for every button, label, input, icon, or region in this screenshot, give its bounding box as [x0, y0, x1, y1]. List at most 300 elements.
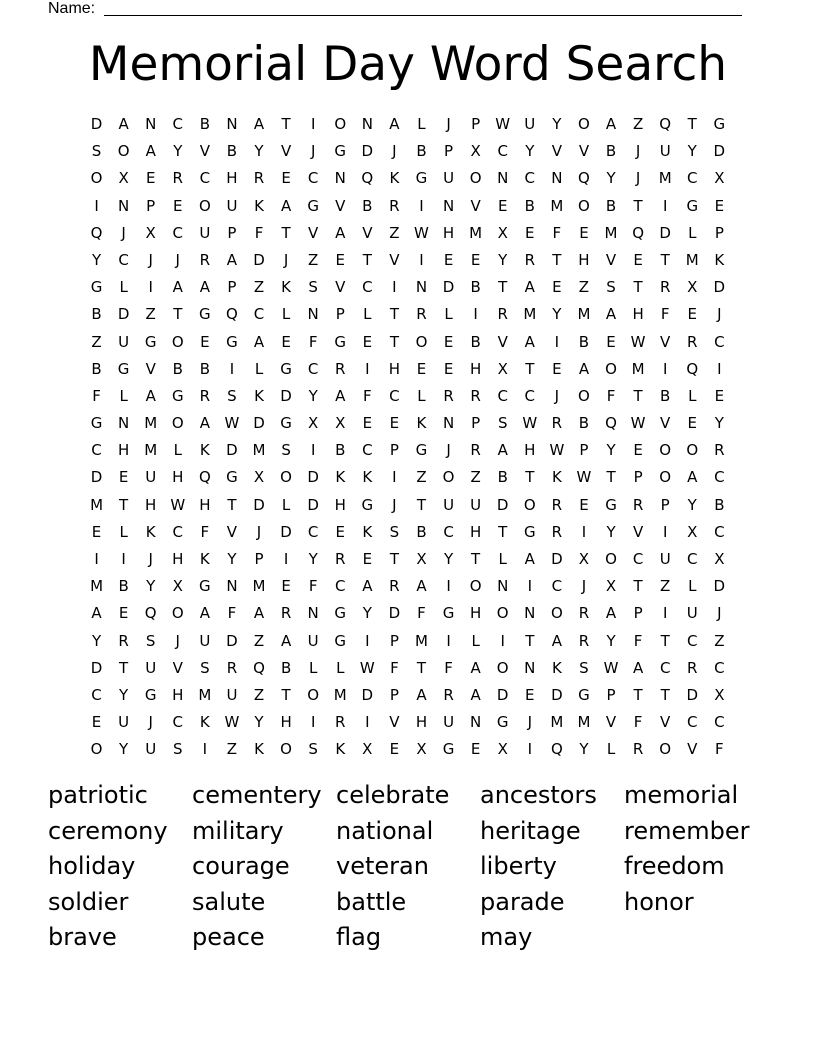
grid-letter[interactable]: E [91, 522, 102, 541]
grid-letter[interactable]: W [359, 658, 375, 677]
grid-letter[interactable]: R [335, 550, 346, 568]
grid-letter[interactable]: D [659, 223, 671, 242]
grid-letter[interactable]: B [172, 359, 183, 378]
grid-letter[interactable]: R [416, 305, 427, 324]
grid-letter[interactable]: D [117, 305, 130, 324]
grid-letter[interactable]: A [280, 196, 292, 215]
grid-letter[interactable]: V [632, 522, 644, 541]
grid-letter[interactable]: N [118, 196, 130, 215]
grid-letter[interactable]: H [117, 441, 130, 460]
grid-letter[interactable]: F [444, 658, 453, 677]
grid-letter[interactable]: D [253, 250, 265, 269]
grid-letter[interactable]: I [202, 740, 208, 759]
grid-letter[interactable]: Y [91, 250, 102, 269]
grid-letter[interactable]: O [442, 468, 455, 487]
grid-letter[interactable]: E [91, 713, 102, 732]
grid-letter[interactable]: R [199, 250, 211, 269]
grid-letter[interactable]: C [687, 550, 698, 568]
grid-letter[interactable]: V [308, 223, 319, 242]
grid-letter[interactable]: R [470, 386, 481, 405]
grid-letter[interactable]: I [527, 577, 532, 596]
grid-letter[interactable]: K [254, 740, 264, 759]
grid-letter[interactable]: M [631, 359, 645, 378]
grid-letter[interactable]: T [173, 305, 183, 324]
grid-letter[interactable]: B [91, 359, 102, 378]
grid-letter[interactable]: I [365, 713, 370, 732]
grid-letter[interactable]: O [469, 577, 482, 596]
grid-letter[interactable]: A [578, 359, 590, 378]
grid-letter[interactable]: Z [145, 305, 156, 324]
grid-letter[interactable]: V [199, 142, 210, 161]
grid-letter[interactable]: J [175, 250, 180, 269]
grid-letter[interactable]: A [118, 115, 129, 133]
grid-letter[interactable]: R [199, 386, 211, 405]
grid-letter[interactable]: O [550, 604, 563, 623]
grid-letter[interactable]: K [389, 169, 400, 188]
grid-letter[interactable]: H [524, 441, 536, 460]
grid-letter[interactable]: D [713, 142, 726, 161]
grid-letter[interactable]: E [362, 414, 373, 433]
grid-letter[interactable]: X [172, 577, 183, 596]
grid-letter[interactable]: D [713, 577, 726, 596]
grid-letter[interactable]: C [714, 332, 725, 351]
grid-letter[interactable]: N [551, 169, 563, 188]
grid-letter[interactable]: I [662, 196, 668, 215]
grid-letter[interactable]: W [224, 414, 240, 433]
grid-letter[interactable]: A [497, 441, 508, 460]
grid-letter[interactable]: P [471, 115, 481, 133]
grid-letter[interactable]: R [389, 577, 400, 596]
grid-letter[interactable]: P [389, 685, 399, 704]
grid-letter[interactable]: K [551, 468, 562, 487]
grid-letter[interactable]: B [416, 142, 427, 161]
grid-letter[interactable]: C [497, 386, 508, 405]
grid-letter[interactable]: R [551, 414, 563, 433]
grid-letter[interactable]: X [497, 223, 508, 242]
grid-letter[interactable]: A [605, 305, 617, 324]
grid-letter[interactable]: T [281, 115, 291, 133]
grid-letter[interactable]: F [715, 740, 724, 759]
grid-letter[interactable]: T [525, 359, 535, 378]
grid-letter[interactable]: P [254, 550, 264, 568]
grid-letter[interactable]: B [335, 441, 346, 460]
grid-letter[interactable]: G [334, 631, 347, 650]
grid-letter[interactable]: H [280, 713, 292, 732]
grid-letter[interactable]: U [226, 196, 238, 215]
grid-letter[interactable]: E [335, 250, 345, 269]
grid-letter[interactable]: M [333, 685, 347, 704]
grid-letter[interactable]: E [633, 441, 643, 460]
grid-letter[interactable]: V [362, 223, 373, 242]
grid-letter[interactable]: D [686, 685, 699, 704]
grid-letter[interactable]: G [144, 332, 157, 351]
grid-letter[interactable]: B [199, 359, 210, 378]
grid-letter[interactable]: O [578, 115, 590, 133]
grid-letter[interactable]: K [199, 441, 210, 460]
grid-letter[interactable]: O [496, 604, 509, 623]
grid-letter[interactable]: Y [173, 142, 183, 161]
grid-letter[interactable]: Y [91, 631, 102, 650]
grid-letter[interactable]: X [416, 740, 427, 759]
grid-letter[interactable]: R [335, 713, 346, 732]
grid-letter[interactable]: G [334, 604, 347, 623]
grid-letter[interactable]: G [171, 386, 184, 405]
grid-letter[interactable]: C [307, 169, 319, 188]
grid-letter[interactable]: W [630, 332, 646, 351]
grid-letter[interactable]: I [419, 250, 424, 269]
grid-letter[interactable]: U [443, 169, 455, 188]
grid-letter[interactable]: D [361, 685, 374, 704]
grid-letter[interactable]: I [662, 522, 668, 541]
grid-letter[interactable]: S [579, 658, 589, 677]
grid-letter[interactable]: K [145, 522, 156, 541]
grid-letter[interactable]: X [335, 414, 346, 433]
grid-letter[interactable]: U [118, 332, 130, 351]
grid-letter[interactable]: U [145, 658, 157, 677]
grid-letter[interactable]: L [119, 522, 128, 541]
grid-letter[interactable]: I [473, 305, 478, 324]
grid-letter[interactable]: E [497, 196, 508, 215]
grid-letter[interactable]: P [146, 196, 156, 215]
grid-letter[interactable]: B [470, 278, 481, 297]
grid-letter[interactable]: W [414, 223, 429, 242]
grid-letter[interactable]: E [362, 332, 373, 351]
grid-letter[interactable]: V [660, 414, 671, 433]
grid-letter[interactable]: O [90, 169, 103, 188]
grid-letter[interactable]: F [390, 658, 399, 677]
grid-letter[interactable]: U [524, 115, 536, 133]
grid-letter[interactable]: T [498, 522, 508, 541]
grid-letter[interactable]: W [549, 441, 565, 460]
grid-letter[interactable]: A [280, 631, 292, 650]
grid-letter[interactable]: N [307, 305, 319, 324]
grid-letter[interactable]: I [581, 522, 587, 541]
grid-letter[interactable]: D [90, 468, 103, 487]
grid-letter[interactable]: X [145, 223, 156, 242]
grid-letter[interactable]: L [254, 359, 264, 378]
grid-letter[interactable]: E [173, 196, 183, 215]
grid-letter[interactable]: Z [253, 631, 265, 650]
grid-letter[interactable]: T [660, 685, 670, 704]
grid-letter[interactable]: H [442, 223, 455, 242]
grid-letter[interactable]: A [687, 468, 698, 487]
grid-letter[interactable]: G [226, 468, 238, 487]
grid-letter[interactable]: T [227, 495, 237, 514]
grid-letter[interactable]: J [446, 115, 451, 133]
grid-letter[interactable]: H [172, 468, 184, 487]
grid-letter[interactable]: V [605, 250, 617, 269]
grid-letter[interactable]: K [416, 414, 427, 433]
grid-letter[interactable]: I [392, 278, 397, 297]
grid-letter[interactable]: B [362, 196, 373, 215]
grid-letter[interactable]: K [362, 522, 373, 541]
grid-letter[interactable]: B [497, 468, 508, 487]
grid-letter[interactable]: T [687, 115, 697, 133]
grid-letter[interactable]: B [118, 577, 129, 596]
grid-letter[interactable]: O [659, 468, 672, 487]
grid-letter[interactable]: X [497, 740, 508, 759]
grid-letter[interactable]: N [361, 115, 373, 133]
grid-letter[interactable]: V [605, 713, 617, 732]
grid-letter[interactable]: G [415, 441, 428, 460]
grid-letter[interactable]: R [470, 441, 481, 460]
grid-letter[interactable]: T [389, 332, 399, 351]
grid-letter[interactable]: I [229, 359, 235, 378]
grid-letter[interactable]: P [714, 223, 724, 242]
grid-letter[interactable]: K [199, 713, 210, 732]
grid-letter[interactable]: E [552, 278, 562, 297]
grid-letter[interactable]: E [118, 468, 129, 487]
grid-letter[interactable]: K [254, 386, 264, 405]
grid-letter[interactable]: Z [416, 468, 427, 487]
grid-letter[interactable]: P [389, 631, 399, 650]
grid-letter[interactable]: A [416, 577, 427, 596]
grid-letter[interactable]: H [199, 495, 211, 514]
grid-letter[interactable]: E [579, 223, 589, 242]
grid-letter[interactable]: C [714, 658, 725, 677]
grid-letter[interactable]: V [280, 142, 292, 161]
grid-letter[interactable]: F [633, 631, 643, 650]
grid-letter[interactable]: M [415, 631, 428, 650]
grid-letter[interactable]: V [172, 658, 183, 677]
grid-letter[interactable]: W [603, 658, 619, 677]
grid-letter[interactable]: S [173, 740, 183, 759]
grid-letter[interactable]: I [148, 278, 153, 297]
grid-letter[interactable]: G [361, 495, 374, 514]
grid-letter[interactable]: I [717, 359, 722, 378]
grid-letter[interactable]: P [227, 278, 237, 297]
grid-letter[interactable]: Y [227, 550, 237, 568]
grid-letter[interactable]: C [307, 522, 319, 541]
grid-letter[interactable]: Q [686, 359, 699, 378]
grid-letter[interactable]: Y [687, 495, 697, 514]
grid-letter[interactable]: D [551, 550, 563, 568]
grid-letter[interactable]: W [170, 495, 186, 514]
grid-letter[interactable]: C [172, 713, 184, 732]
grid-letter[interactable]: I [554, 332, 560, 351]
grid-letter[interactable]: G [144, 685, 157, 704]
grid-letter[interactable]: P [389, 441, 399, 460]
grid-letter[interactable]: N [470, 713, 482, 732]
grid-letter[interactable]: Y [606, 169, 616, 188]
grid-letter[interactable]: E [362, 550, 373, 568]
grid-letter[interactable]: U [443, 713, 455, 732]
grid-letter[interactable]: F [308, 577, 318, 596]
grid-letter[interactable]: C [687, 169, 698, 188]
grid-letter[interactable]: G [496, 713, 509, 732]
grid-letter[interactable]: U [145, 740, 157, 759]
grid-letter[interactable]: N [442, 414, 455, 433]
grid-letter[interactable]: E [118, 604, 129, 623]
grid-letter[interactable]: F [633, 713, 643, 732]
grid-letter[interactable]: X [605, 577, 617, 596]
grid-letter[interactable]: B [226, 142, 238, 161]
grid-letter[interactable]: M [90, 577, 104, 596]
grid-letter[interactable]: T [633, 577, 643, 596]
grid-letter[interactable]: V [226, 522, 238, 541]
grid-letter[interactable]: R [632, 495, 644, 514]
grid-letter[interactable]: N [334, 169, 346, 188]
grid-letter[interactable]: F [660, 305, 670, 324]
grid-letter[interactable]: O [659, 441, 672, 460]
grid-letter[interactable]: W [522, 414, 538, 433]
grid-letter[interactable]: Y [552, 305, 562, 324]
grid-letter[interactable]: G [117, 359, 130, 378]
grid-letter[interactable]: H [172, 685, 184, 704]
grid-letter[interactable]: G [578, 685, 590, 704]
grid-letter[interactable]: N [442, 196, 455, 215]
grid-letter[interactable]: U [226, 685, 238, 704]
grid-letter[interactable]: S [145, 631, 156, 650]
grid-letter[interactable]: Z [632, 115, 644, 133]
grid-letter[interactable]: E [281, 332, 291, 351]
grid-letter[interactable]: Y [498, 250, 508, 269]
grid-letter[interactable]: Q [226, 305, 238, 324]
grid-letter[interactable]: G [334, 332, 347, 351]
grid-letter[interactable]: A [199, 604, 210, 623]
grid-letter[interactable]: A [172, 278, 183, 297]
grid-letter[interactable]: E [552, 359, 562, 378]
grid-letter[interactable]: J [148, 550, 153, 568]
grid-letter[interactable]: A [253, 332, 265, 351]
grid-letter[interactable]: G [199, 305, 211, 324]
grid-letter[interactable]: Q [361, 169, 374, 188]
grid-letter[interactable]: K [199, 550, 210, 568]
grid-letter[interactable]: C [632, 550, 644, 568]
grid-letter[interactable]: R [524, 250, 535, 269]
grid-letter[interactable]: Y [552, 115, 562, 133]
grid-letter[interactable]: T [389, 305, 399, 324]
grid-letter[interactable]: E [416, 359, 427, 378]
grid-letter[interactable]: T [633, 278, 643, 297]
grid-letter[interactable]: O [578, 196, 590, 215]
grid-letter[interactable]: C [307, 359, 319, 378]
grid-letter[interactable]: Z [308, 250, 319, 269]
grid-letter[interactable]: B [578, 414, 590, 433]
grid-letter[interactable]: M [90, 495, 104, 514]
grid-letter[interactable]: U [199, 631, 211, 650]
grid-letter[interactable]: C [362, 441, 373, 460]
grid-letter[interactable]: V [335, 278, 346, 297]
grid-letter[interactable]: Y [687, 142, 697, 161]
grid-letter[interactable]: L [498, 550, 507, 568]
grid-letter[interactable]: C [524, 386, 536, 405]
grid-letter[interactable]: A [335, 386, 346, 405]
grid-letter[interactable]: F [227, 604, 237, 623]
grid-letter[interactable]: E [687, 414, 697, 433]
grid-letter[interactable]: H [415, 713, 428, 732]
grid-letter[interactable]: I [500, 631, 505, 650]
grid-letter[interactable]: S [91, 142, 102, 161]
grid-letter[interactable]: G [415, 169, 428, 188]
grid-letter[interactable]: R [253, 169, 265, 188]
grid-letter[interactable]: D [713, 278, 726, 297]
grid-letter[interactable]: G [334, 142, 347, 161]
grid-letter[interactable]: O [578, 386, 590, 405]
grid-letter[interactable]: X [497, 359, 508, 378]
grid-letter[interactable]: A [389, 115, 400, 133]
grid-letter[interactable]: J [717, 604, 722, 623]
grid-letter[interactable]: P [633, 468, 643, 487]
grid-letter[interactable]: A [362, 577, 373, 596]
grid-letter[interactable]: I [310, 713, 316, 732]
grid-letter[interactable]: Y [362, 604, 372, 623]
grid-letter[interactable]: W [224, 713, 240, 732]
grid-letter[interactable]: Y [606, 441, 616, 460]
grid-letter[interactable]: Y [119, 740, 129, 759]
grid-letter[interactable]: Y [606, 522, 616, 541]
grid-letter[interactable]: U [443, 495, 455, 514]
grid-letter[interactable]: R [714, 441, 725, 460]
grid-letter[interactable]: L [281, 305, 291, 324]
grid-letter[interactable]: V [389, 250, 400, 269]
grid-letter[interactable]: V [335, 196, 346, 215]
grid-letter[interactable]: G [442, 740, 455, 759]
grid-letter[interactable]: U [686, 604, 698, 623]
grid-letter[interactable]: T [416, 495, 427, 514]
grid-letter[interactable]: Z [578, 278, 590, 297]
grid-letter[interactable]: K [281, 278, 291, 297]
grid-letter[interactable]: Y [443, 550, 454, 568]
grid-letter[interactable]: O [280, 740, 292, 759]
grid-letter[interactable]: Q [659, 115, 672, 133]
grid-letter[interactable]: R [226, 658, 238, 677]
grid-letter[interactable]: J [148, 250, 153, 269]
grid-letter[interactable]: R [172, 169, 183, 188]
grid-letter[interactable]: U [470, 495, 482, 514]
grid-letter[interactable]: P [335, 305, 345, 324]
grid-letter[interactable]: O [280, 468, 292, 487]
grid-letter[interactable]: X [714, 169, 725, 188]
grid-letter[interactable]: A [524, 332, 535, 351]
grid-letter[interactable]: M [577, 713, 591, 732]
grid-letter[interactable]: A [199, 278, 210, 297]
grid-letter[interactable]: N [226, 577, 238, 596]
grid-letter[interactable]: F [254, 223, 264, 242]
grid-letter[interactable]: R [659, 278, 671, 297]
grid-letter[interactable]: I [283, 550, 289, 568]
grid-letter[interactable]: E [714, 386, 725, 405]
grid-letter[interactable]: C [551, 577, 563, 596]
grid-letter[interactable]: N [226, 115, 238, 133]
grid-letter[interactable]: M [144, 414, 158, 433]
grid-letter[interactable]: C [687, 713, 698, 732]
grid-letter[interactable]: J [310, 142, 316, 161]
grid-letter[interactable]: E [687, 305, 697, 324]
grid-letter[interactable]: Y [308, 386, 318, 405]
grid-letter[interactable]: C [253, 305, 265, 324]
grid-letter[interactable]: Q [605, 414, 617, 433]
grid-letter[interactable]: X [578, 550, 590, 568]
grid-letter[interactable]: J [283, 250, 289, 269]
grid-letter[interactable]: G [280, 359, 292, 378]
grid-letter[interactable]: M [469, 223, 483, 242]
grid-letter[interactable]: D [253, 495, 265, 514]
grid-letter[interactable]: P [471, 414, 481, 433]
grid-letter[interactable]: W [495, 115, 511, 133]
grid-letter[interactable]: T [119, 658, 129, 677]
grid-letter[interactable]: H [388, 359, 401, 378]
grid-letter[interactable]: C [714, 522, 725, 541]
grid-letter[interactable]: E [145, 169, 156, 188]
grid-letter[interactable]: Z [253, 685, 265, 704]
grid-letter[interactable]: X [362, 740, 373, 759]
grid-letter[interactable]: Q [144, 604, 157, 623]
grid-letter[interactable]: I [365, 359, 370, 378]
grid-letter[interactable]: B [199, 115, 210, 133]
grid-letter[interactable]: X [714, 550, 725, 568]
grid-letter[interactable]: J [148, 713, 153, 732]
